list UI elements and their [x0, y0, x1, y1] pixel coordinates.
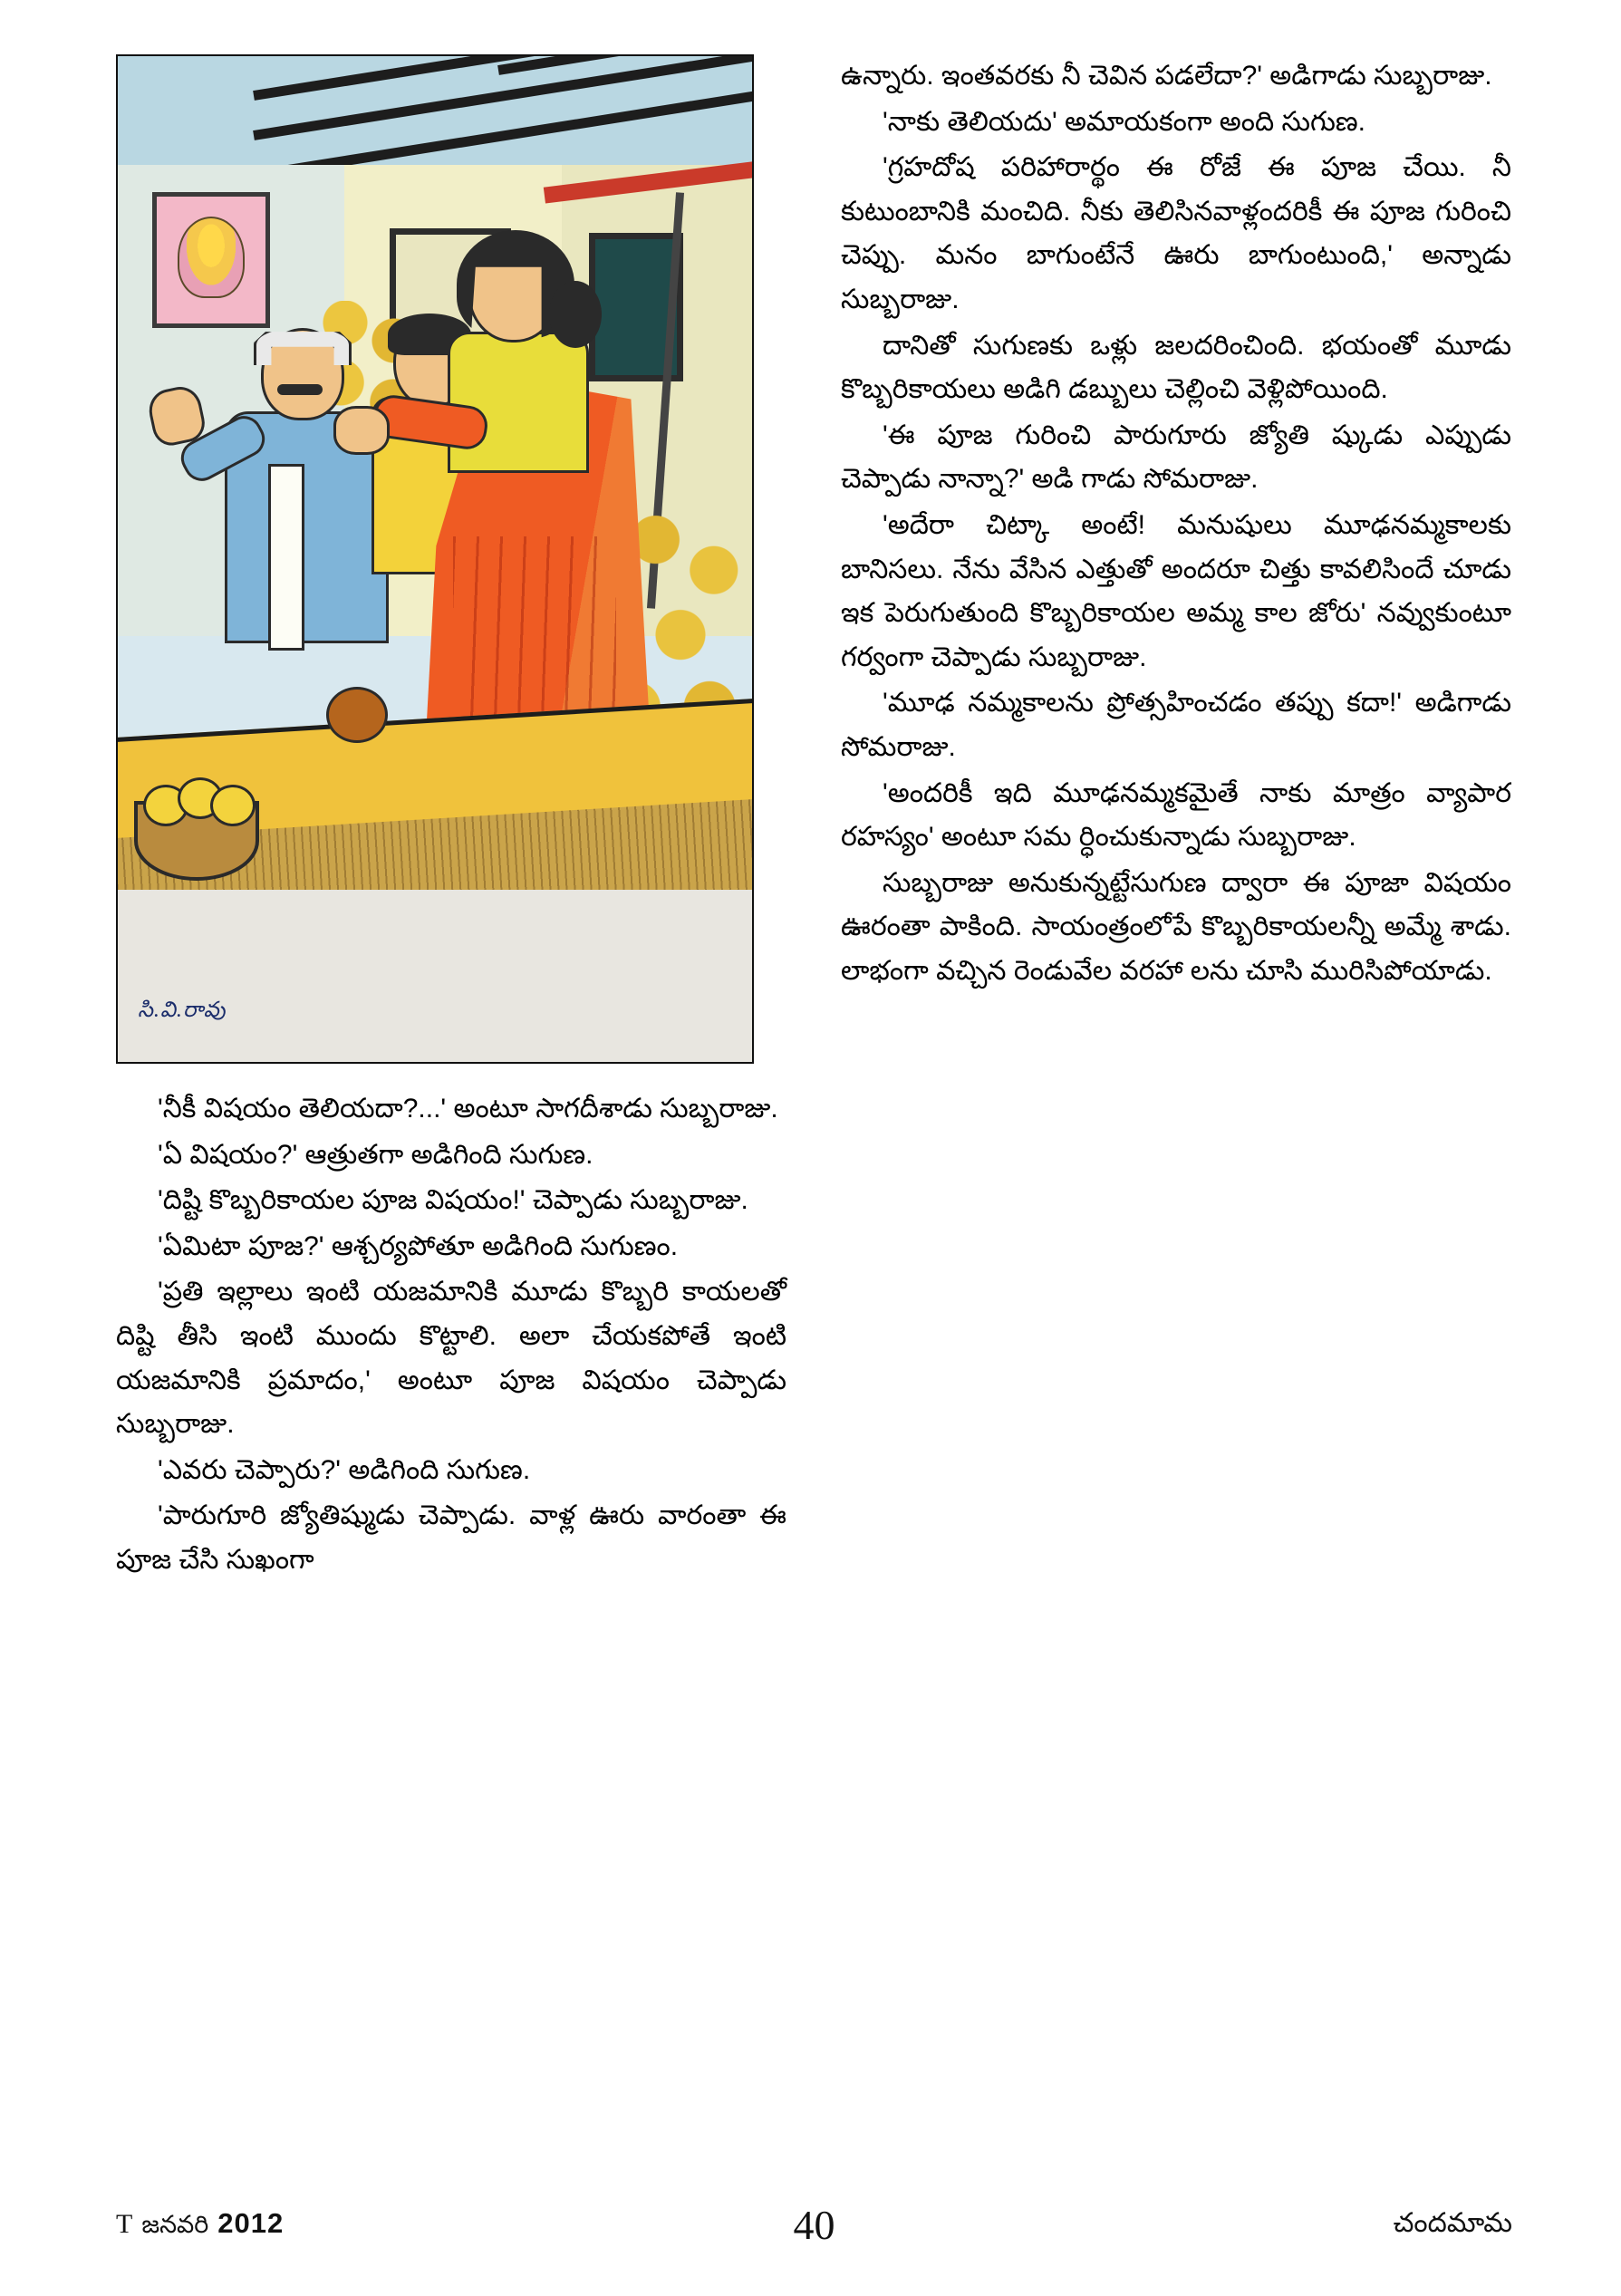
coconut-on-counter [326, 687, 388, 743]
deity-figure [178, 217, 245, 298]
paragraph: 'గ్రహదోష పరిహారార్థం ఈ రోజే ఈ పూజ చేయి. నీ కుటుంబానికి మంచిది. నీకు తెలిసినవాళ్లందరికీ ఈ పూజ గురించి చెప్పు. మనం బాగుంటేనే ఊరు బాగుంటుంది,' అన్నాడు సుబ్బరాజు. [841, 152, 1511, 314]
paragraph: 'నీకీ విషయం తెలియదా?...' అంటూ సాగదీశాడు సుబ్బరాజు. [158, 1094, 778, 1124]
shopkeeper-figure [217, 328, 390, 654]
paragraph: సుబ్బరాజు అనుకున్నట్టేసుగుణ ద్వారా ఈ పూజా విషయం ఊరంతా పాకింది. సాయంత్రంలోపే కొబ్బరికాయలన్నీ అమ్మే శాడు. లాభంగా వచ్చిన రెండువేల వరహా లను చూసి మురిసిపోయాడు. [841, 867, 1511, 986]
left-column [116, 54, 786, 1585]
issue-prefix: T [116, 2209, 133, 2239]
paragraph: 'ప్రతి ఇల్లాలు ఇంటి యజమానికి మూడు కొబ్బరి కాయలతో దిష్టి తీసి ఇంటి ముందు కొట్టాలి. అలా చేయకపోతే ఇంటి యజమానికి ప్రమాదం,' అంటూ పూజ విషయం చెప్పాడు సుబ్బరాజు. [116, 1277, 786, 1440]
page-number: 40 [793, 2202, 835, 2248]
paragraph: 'ఈ పూజ గురించి పారుగూరు జ్యోతి ష్కుడు ఎప్పుడు చెప్పాడు నాన్నా?' అడి గాడు సోమరాజు. [841, 420, 1511, 495]
paragraph: 'అందరికీ ఇది మూఢనమ్మకమైతే నాకు మాత్రం వ్యాపార రహస్యం' అంటూ సమ ర్ధించుకున్నాడు సుబ్బరాజు. [841, 777, 1511, 853]
paragraph: 'పారుగూరి జ్యోతిష్ముడు చెప్పాడు. వాళ్ల ఊరు వారంతా ఈ పూజ చేసి సుఖంగా [116, 1500, 786, 1575]
paragraph: దానితో సుగుణకు ఒళ్లు జలదరించింది. భయంతో మూడు కొబ్బరికాయలు అడిగి డబ్బులు చెల్లించి వెళ్లిపోయింది. [841, 330, 1511, 405]
paragraph: 'అదేరా చిట్కా అంటే! మనుషులు మూఢనమ్మకాలకు బానిసలు. నేను వేసిన ఎత్తుతో అందరూ చిత్తు కావలిసిందే చూడు ఇక పెరుగుతుంది కొబ్బరికాయల అమ్మ కాల జోరు' నవ్వుకుంటూ గర్వంగా చెప్పాడు సుబ్బరాజు. [841, 509, 1511, 672]
paragraph: 'నాకు తెలియదు' అమాయకంగా అంది సుగుణ. [883, 106, 1365, 137]
left-column-text [116, 1087, 786, 1583]
floor [118, 890, 752, 1062]
right-column [841, 54, 1511, 995]
right-column-text [841, 54, 1511, 993]
paragraph: 'ఏ విషయం?' ఆత్రుతగా అడిగింది సుగుణ. [158, 1139, 593, 1170]
paragraph: 'దిష్టి కొబ్బరికాయల పూజ విషయం!' చెప్పాడు సుబ్బరాజు. [158, 1185, 748, 1216]
paragraph: 'ఎవరు చెప్పారు?' అడిగింది సుగుణ. [158, 1454, 531, 1485]
deity-picture-frame [152, 192, 270, 328]
page-columns [116, 54, 1511, 2166]
fruit-basket [134, 801, 259, 881]
story-illustration [116, 54, 754, 1064]
paragraph: 'మూఢ నమ్మకాలను ప్రోత్సహించడం తప్పు కదా!' అడిగాడు సోమరాజు. [841, 688, 1511, 762]
paragraph: 'ఏమిటా పూజ?' ఆశ్చర్యపోతూ అడిగింది సుగుణం. [158, 1230, 679, 1261]
page-footer [116, 2195, 1512, 2248]
issue-info [116, 2207, 284, 2245]
magazine-name: చందమామ [1393, 2208, 1512, 2238]
paragraph: ఉన్నారు. ఇంతవరకు నీ చెవిన పడలేదా?' అడిగాడు సుబ్బరాజు. [841, 61, 1492, 91]
artist-signature: సి.వి.రావు [138, 998, 227, 1022]
issue-month: జనవరి [141, 2211, 209, 2238]
issue-year: 2012 [217, 2207, 285, 2239]
